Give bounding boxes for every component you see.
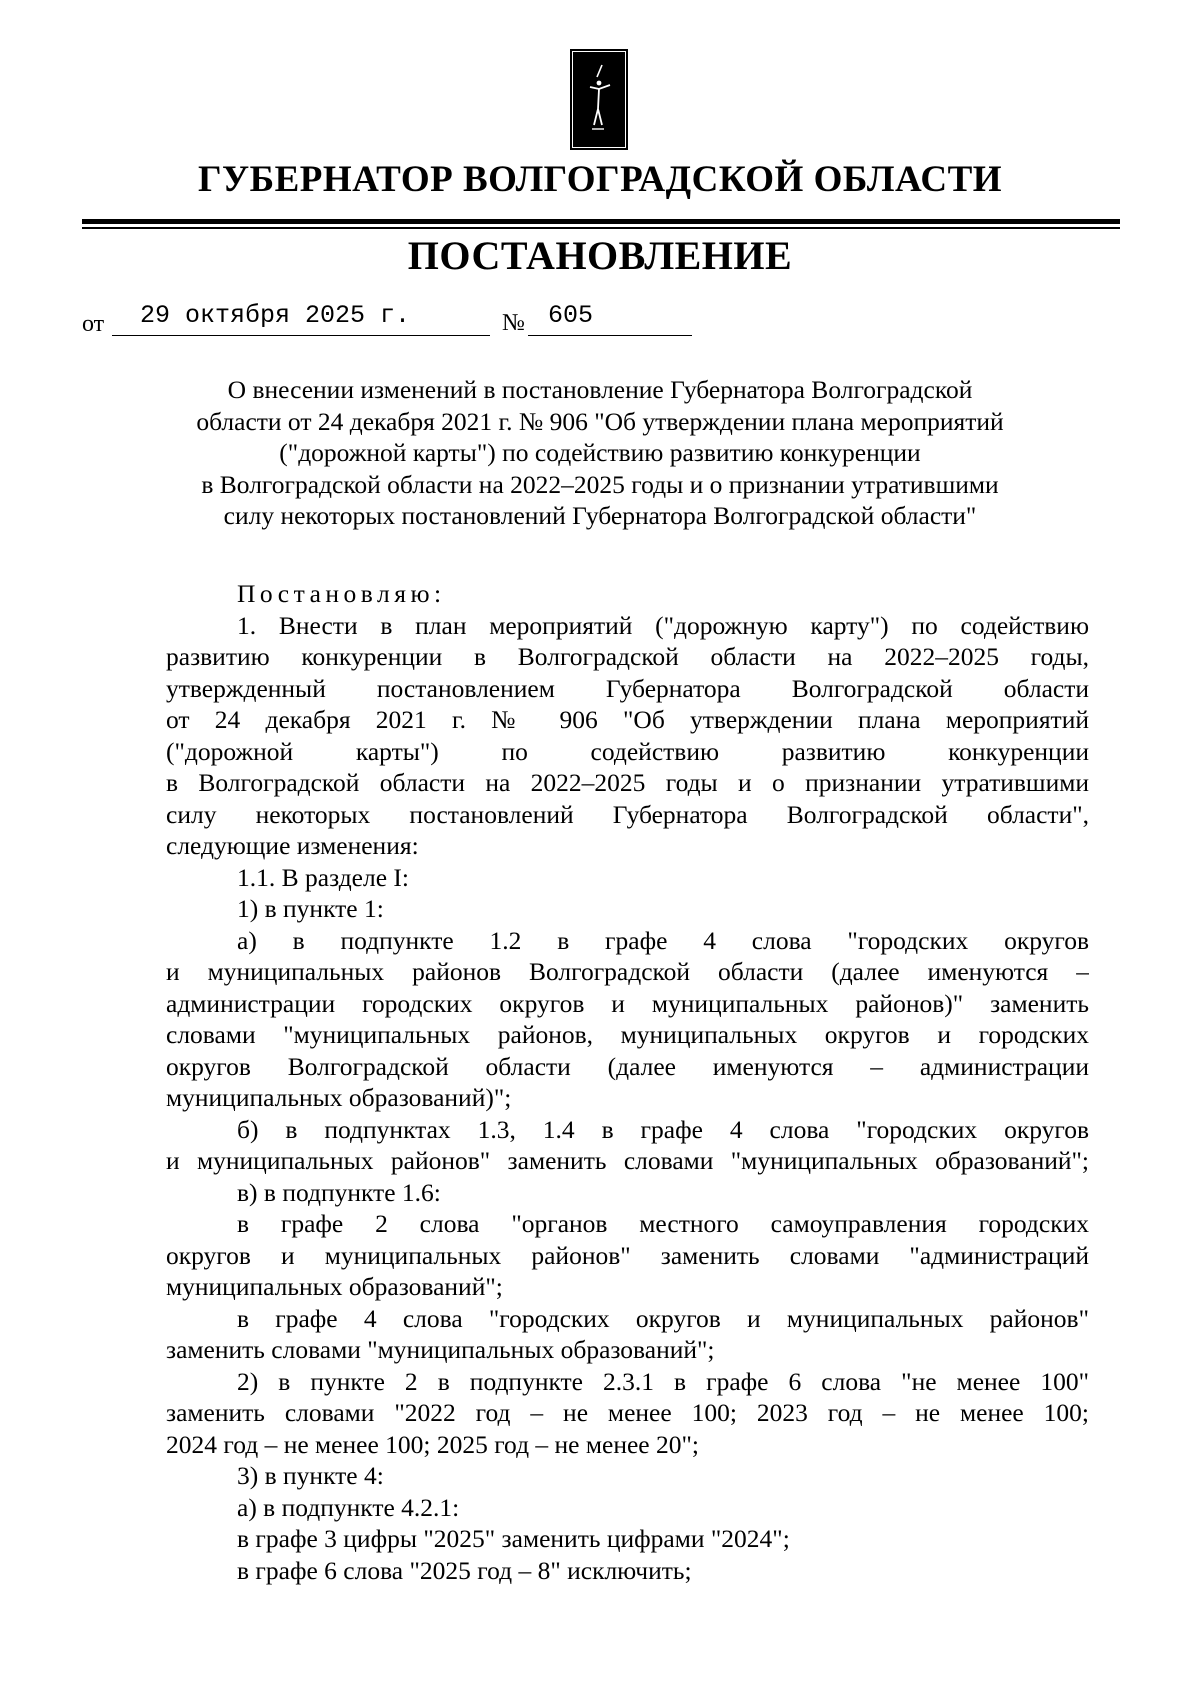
title-line: силу некоторых постановлений Губернатора Волгоградской области" — [223, 501, 977, 530]
body-line: округов Волгоградской области (далее именуются – администрации — [166, 1051, 1089, 1081]
body-line: в графе 6 слова "2025 год – 8" исключить; — [237, 1555, 692, 1585]
body-line: 1) в пункте 1: — [237, 894, 384, 923]
document-type-heading: ПОСТАНОВЛЕНИЕ — [407, 233, 793, 278]
date-underline — [112, 335, 490, 336]
body-line: 3) в пункте 4: — [237, 1461, 384, 1490]
body-line: в графе 3 цифры "2025" заменить цифрами "2024"; — [237, 1524, 790, 1553]
date-label: от — [82, 311, 105, 337]
document-title — [130, 374, 1070, 532]
body-line: следующие изменения: — [166, 831, 419, 860]
document-body — [166, 578, 1089, 1586]
number-label: № — [502, 310, 525, 336]
body-line: в Волгоградской области на 2022–2025 годы и о признании утратившими — [166, 768, 1089, 797]
body-line: округов и муниципальных районов" заменить словами "администраций — [166, 1240, 1089, 1270]
title-line: в Волгоградской области на 2022–2025 годы и о признании утратившими — [201, 469, 999, 499]
body-line: 1.1. В разделе I: — [237, 862, 409, 892]
body-line: заменить словами "муниципальных образований"; — [166, 1335, 715, 1364]
number-underline — [528, 335, 692, 336]
body-line: 1. Внести в план мероприятий ("дорожную карту") по содействию — [237, 610, 1089, 640]
header-divider-thick — [82, 219, 1120, 224]
body-line: и муниципальных районов Волгоградской области (далее именуются – — [166, 957, 1089, 986]
title-line: области от 24 декабря 2021 г. № 906 "Об утверждении плана мероприятий — [196, 406, 1004, 436]
body-line: в графе 4 слова "городских округов и муниципальных районов" — [237, 1303, 1089, 1333]
body-line: от 24 декабря 2021 г. № 906 "Об утверждении плана мероприятий — [166, 705, 1089, 734]
organization-heading: ГУБЕРНАТОР ВОЛГОГРАДСКОЙ ОБЛАСТИ — [197, 159, 1003, 200]
body-line: 2024 год – не менее 100; 2025 год – не менее 20"; — [166, 1429, 699, 1459]
body-line: в графе 2 слова "органов местного самоуправления городских — [237, 1209, 1089, 1238]
body-line: словами "муниципальных районов, муниципальных округов и городских — [166, 1020, 1089, 1049]
body-line: а) в подпункте 1.2 в графе 4 слова "городских округов — [237, 925, 1089, 955]
body-line: в) в подпункте 1.6: — [237, 1177, 441, 1207]
body-line: утвержденный постановлением Губернатора Волгоградской области — [166, 673, 1089, 703]
date-value: 29 октября 2025 г. — [140, 301, 411, 330]
body-line: администрации городских округов и муниципальных районов)" заменить — [166, 988, 1089, 1018]
body-line: ("дорожной карты") по содействию развитию конкуренции — [166, 736, 1089, 766]
body-line: развитию конкуренции в Волгоградской области на 2022–2025 годы, — [166, 642, 1089, 671]
body-line: муниципальных образований"; — [166, 1272, 503, 1301]
body-line: б) в подпунктах 1.3, 1.4 в графе 4 слова "городских округов — [237, 1114, 1089, 1144]
body-line: муниципальных образований)"; — [166, 1083, 512, 1112]
title-line: О внесении изменений в постановление Губернатора Волгоградской — [227, 375, 973, 404]
header-divider-thin — [82, 227, 1120, 229]
body-line: заменить словами "2022 год – не менее 100; 2023 год – не менее 100; — [166, 1398, 1089, 1427]
number-value: 605 — [548, 301, 594, 330]
title-line: ("дорожной карты") по содействию развитию конкуренции — [279, 438, 921, 467]
body-line: силу некоторых постановлений Губернатора Волгоградской области", — [166, 799, 1089, 829]
body-line: 2) в пункте 2 в подпункте 2.3.1 в графе 6 слова "не менее 100" — [237, 1366, 1089, 1396]
body-line-decree: Постановляю: — [237, 579, 446, 608]
volgograd-coat-of-arms-icon — [570, 49, 628, 150]
body-line: а) в подпункте 4.2.1: — [237, 1492, 460, 1522]
body-line: и муниципальных районов" заменить словами "муниципальных образований"; — [166, 1146, 1089, 1175]
